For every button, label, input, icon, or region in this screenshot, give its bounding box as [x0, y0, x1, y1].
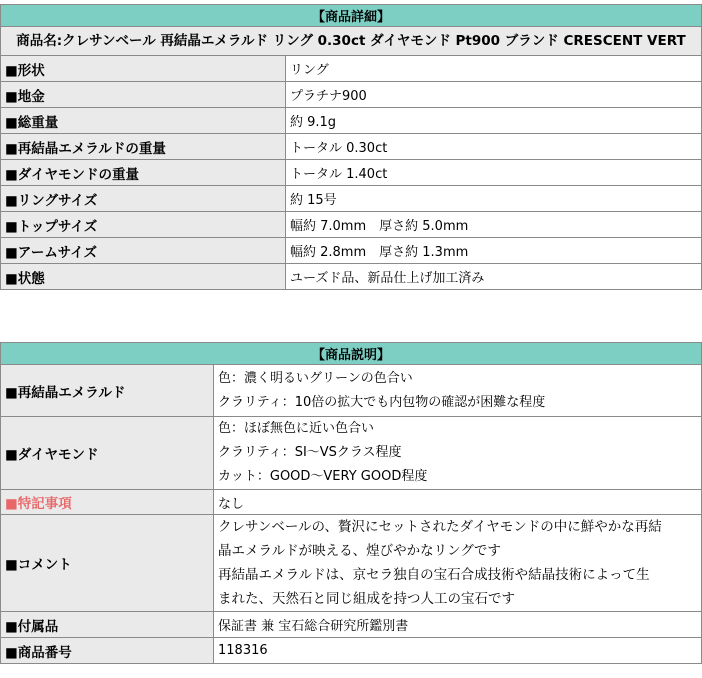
metal-label: ■地金 [1, 82, 285, 107]
metal-value: プラチナ900 [286, 82, 701, 107]
condition-value: ユーズド品、新品仕上げ加工済み [286, 264, 701, 289]
top-size-value: 幅約 7.0mm 厚さ約 5.0mm [286, 212, 701, 237]
emerald-description [214, 365, 701, 416]
product-title: 商品名:クレサンベール 再結晶エメラルド リング 0.30ct ダイヤモンド Pt900 ブランド CRESCENT VERT [1, 27, 701, 55]
condition-label: ■状態 [1, 264, 285, 289]
diamond-weight-label: ■ダイヤモンドの重量 [1, 160, 285, 185]
comment-text [214, 515, 701, 611]
special-notes-label: ■特記事項 [1, 490, 213, 514]
comment-line-1: クレサンベールの、贅沢にセットされたダイヤモンドの中に鮮やかな再結 [218, 519, 662, 535]
emerald-weight-label: ■再結晶エメラルドの重量 [1, 134, 285, 159]
diamond-clarity-line: クラリティ：SI～VSクラス程度 [218, 445, 402, 460]
comment-label: ■コメント [1, 515, 213, 611]
item-number-value: 118316 [214, 638, 701, 663]
ring-size-label: ■リングサイズ [1, 186, 285, 211]
diamond-color-line: 色：ほぼ無色に近い色合い [218, 421, 375, 436]
product-description-table [0, 342, 702, 664]
arm-size-label: ■アームサイズ [1, 238, 285, 263]
accessories-label: ■付属品 [1, 612, 213, 637]
diamond-cut-line: カット：GOOD～VERY GOOD程度 [218, 469, 428, 484]
detail-header: 【商品詳細】 [1, 5, 701, 26]
diamond-weight-value: トータル 1.40ct [286, 160, 701, 185]
emerald-label: ■再結晶エメラルド [1, 365, 213, 416]
emerald-weight-value: トータル 0.30ct [286, 134, 701, 159]
diamond-description [214, 417, 701, 489]
comment-line-3: 再結晶エメラルドは、京セラ独自の宝石合成技術や結晶技術によって生 [218, 567, 650, 583]
shape-label: ■形状 [1, 56, 285, 81]
total-weight-label: ■総重量 [1, 108, 285, 133]
product-detail-table [0, 4, 702, 290]
special-notes-value: なし [214, 490, 701, 514]
shape-value: リング [286, 56, 701, 81]
emerald-clarity-line: クラリティ：10倍の拡大でも内包物の確認が困難な程度 [218, 394, 546, 410]
comment-line-4: まれた、天然石と同じ組成を持つ人工の宝石です [218, 591, 515, 607]
description-header: 【商品説明】 [1, 343, 701, 364]
comment-line-2: 晶エメラルドが映える、煌びやかなリングです [218, 543, 501, 559]
emerald-color-line: 色：濃く明るいグリーンの色合い [218, 370, 413, 386]
item-number-label: ■商品番号 [1, 638, 213, 663]
diamond-label: ■ダイヤモンド [1, 417, 213, 489]
top-size-label: ■トップサイズ [1, 212, 285, 237]
accessories-value: 保証書 兼 宝石総合研究所鑑別書 [214, 612, 701, 637]
arm-size-value: 幅約 2.8mm 厚さ約 1.3mm [286, 238, 701, 263]
total-weight-value: 約 9.1g [286, 108, 701, 133]
ring-size-value: 約 15号 [286, 186, 701, 211]
